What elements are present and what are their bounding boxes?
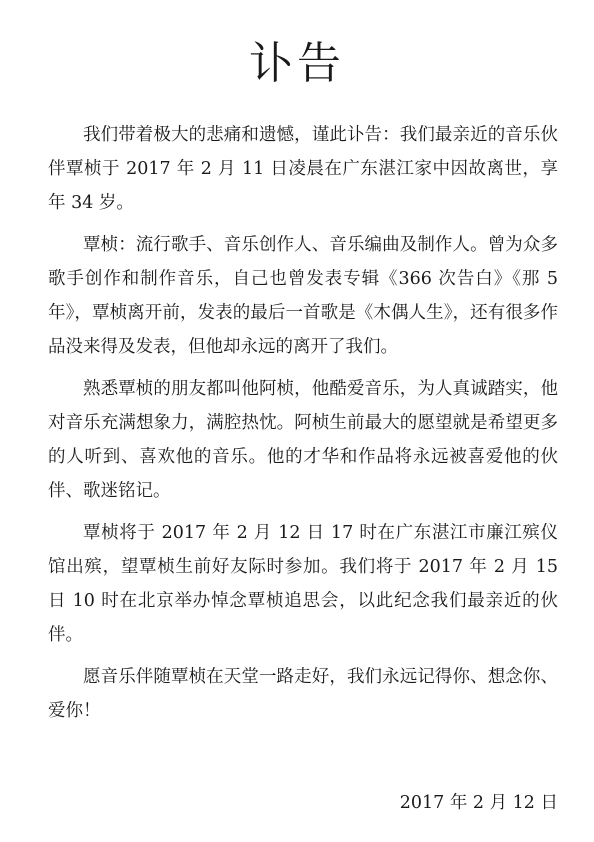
paragraph-announcement: 我们带着极大的悲痛和遗憾，谨此讣告：我们最亲近的音乐伙伴覃桢于 2017 年 2 月 11 日凌晨在广东湛江家中因故离世，享年 34 岁。: [48, 125, 558, 213]
document-date: 2017 年 2 月 12 日: [399, 793, 558, 813]
paragraph-remembrance: 熟悉覃桢的朋友都叫他阿桢，他酷爱音乐，为人真诚踏实，他对音乐充满想象力，满腔热忱。阿桢生前最大的愿望就是希望更多的人听到、喜欢他的音乐。他的才华和作品将永远被喜爱他的伙伴、歌迷铭记。: [48, 379, 558, 501]
paragraph-biography: 覃桢：流行歌手、音乐创作人、音乐编曲及制作人。曾为众多歌手创作和制作音乐，自己也曾发表专辑《366 次告白》《那 5 年》，覃桢离开前，发表的最后一首歌是《木偶人生》，还有很多作品没来得及发表，但他却永远的离开了我们。: [48, 235, 558, 357]
paragraph-farewell: 愿音乐伴随覃桢在天堂一路走好，我们永远记得你、想念你、爱你！: [48, 667, 558, 721]
document-body: [48, 118, 558, 736]
document-title: 讣告: [249, 38, 345, 89]
paragraph-funeral-details: 覃桢将于 2017 年 2 月 12 日 17 时在广东湛江市廉江殡仪馆出殡，望覃桢生前好友际时参加。我们将于 2017 年 2 月 15 日 10 时在北京举办悼念覃桢追思会，以此纪念我们最亲近的伙伴。: [48, 523, 558, 645]
